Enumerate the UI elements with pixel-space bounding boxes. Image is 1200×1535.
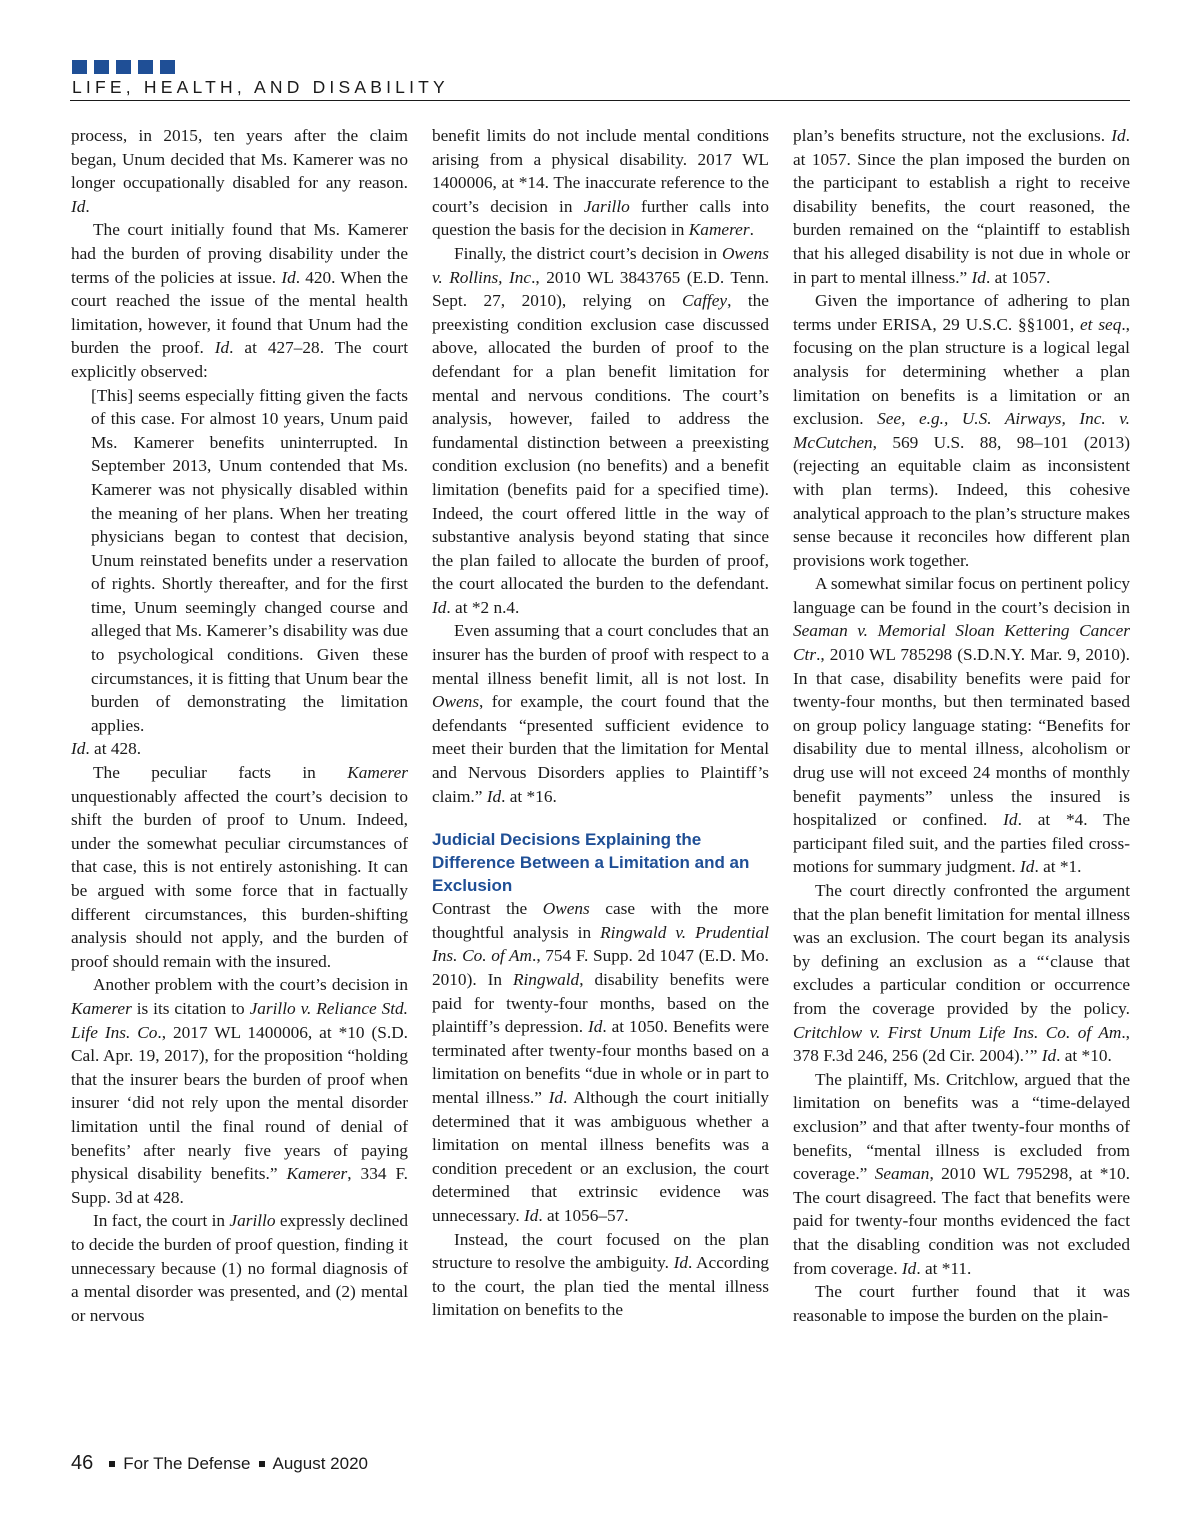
paragraph: Even assuming that a court concludes that an insurer has the burden of proof with respect to a mental illness benefit limit, all is not lost. In Owens, for example, the court found that the defendants “presented sufficient evidence to meet their burden that the limitation for Mental and Nervous Disorders applies to Plaintiff’s claim.” Id. at *16. bbox=[432, 621, 769, 806]
paragraph: Finally, the district court’s decision in Owens v. Rollins, Inc., 2010 WL 3843765 (E.D. Tenn. Sept. 27, 2010), relying on Caffey, the preexisting condition exclusion case discussed above, allocated the burden of proof to the defendant for a plan benefit limitation for mental and nervous conditions. The court’s analysis, however, failed to address the fundamental distinction between a preexisting condition exclusion (no benefits) and a benefit limitation (benefits paid for a specified time). Indeed, the court offered little in the way of substantive analysis beyond stating that since the plan failed to allocate the burden of proof, the court allocated the burden to the defendant. Id. at *2 n.4. bbox=[432, 243, 769, 617]
paragraph: The peculiar facts in Kamerer unquestionably affected the court’s decision to shift the burden of proof to Unum. Indeed, under the somewhat peculiar circumstances of that case, this is not entirely astonishing. It can be argued with some force that in factually different circumstances, this burden-shifting analysis should not apply, and the burden of proof should remain with the insured. bbox=[71, 763, 408, 971]
paragraph: plan’s benefits structure, not the exclusions. Id. at 1057. Since the plan imposed the burden on the participant to establish a right to receive disability benefits, the court reasoned, the burden remained on the “plaintiff to establish that his alleged disability is not due in whole or in part to mental illness.” Id. at 1057. bbox=[793, 126, 1130, 287]
paragraph: The plaintiff, Ms. Critchlow, argued that the limitation on benefits was a “time-delayed exclusion” and that after twenty-four months of benefits, “mental illness is excluded from coverage.” Seaman, 2010 WL 795298, at *10. The court disagreed. The fact that benefits were paid for twenty-four months evidenced the fact that the disabling condition was not excluded from coverage. Id. at *11. bbox=[793, 1069, 1131, 1278]
column-2 bbox=[432, 124, 769, 1322]
header-squares-decoration bbox=[72, 60, 175, 74]
header-rule bbox=[70, 100, 1130, 101]
paragraph: process, in 2015, ten years after the claim began, Unum decided that Ms. Kamerer was no longer occupationally disabled for any reason. Id. bbox=[71, 126, 408, 216]
page-footer bbox=[71, 1452, 368, 1475]
block-quote: [This] seems especially fitting given the facts of this case. For almost 10 years, Unum paid Ms. Kamerer benefits uninterrupted. In September 2013, Unum contended that Ms. Kamerer was not physically disabled within the meaning of her plans. When her treating physicians began to contest that decision, Unum reinstated benefits under a reservation of rights. Shortly thereafter, and for the first time, Unum seemingly changed course and alleged that Ms. Kamerer’s disability was due to psychological conditions. Given these circumstances, it is fitting that Unum bear the burden of demonstrating the limitation applies. bbox=[91, 385, 408, 735]
column-3 bbox=[793, 124, 1130, 1327]
paragraph: The court further found that it was reasonable to impose the burden on the plain- bbox=[793, 1282, 1130, 1325]
page-number: 46 bbox=[71, 1452, 94, 1474]
footer-bullet bbox=[109, 1461, 115, 1467]
paragraph: Given the importance of adhering to plan terms under ERISA, 29 U.S.C. §§1001, et seq., focusing on the plan structure is a logical legal analysis for determining whether a plan limitation on benefits is a limitation or an exclusion. See, e.g., U.S. Airways, Inc. v. McCutchen, 569 U.S. 88, 98–101 (2013) (rejecting an equitable claim as inconsistent with plan terms). Indeed, this cohesive analytical approach to the plan’s structure makes sense because it reconciles how different plan provisions work together. bbox=[793, 291, 1131, 570]
paragraph: In fact, the court in Jarillo expressly declined to decide the burden of proof question, finding it unnecessary because (1) no formal diagnosis of a mental disorder was presented, and (2) mental or nervous bbox=[71, 1211, 408, 1325]
paragraph: The court initially found that Ms. Kamerer had the burden of proving disability under the terms of the policies at issue. Id. 420. When the court reached the issue of the mental health limitation, however, it found that Unum had the burden the proof. Id. at 427–28. The court explicitly observed: bbox=[71, 220, 408, 381]
paragraph: Contrast the Owens case with the more thoughtful analysis in Ringwald v. Prudential Ins. Co. of Am., 754 F. Supp. 2d 1047 (E.D. Mo. 2010). In Ringwald, disability benefits were paid for twenty-four months, based on the plaintiff’s depression. Id. at 1050. Benefits were terminated after twenty-four months based on a limitation on benefits “due in whole or in part to mental illness.” Id. Although the court initially determined that it was ambiguous whether a limitation on mental illness benefits was a condition precedent or an exclusion, the court determined that extrinsic evidence was unnecessary. Id. at 1056–57. bbox=[432, 899, 769, 1225]
paragraph: The court directly confronted the argument that the plan benefit limitation for mental illness was an exclusion. The court began its analysis by defining an exclusion as a “‘clause that excludes a particular condition or occurrence from the coverage provided by the policy. Critchlow v. First Unum Life Ins. Co. of Am., 378 F.3d 246, 256 (2d Cir. 2004).’” Id. at *10. bbox=[793, 881, 1130, 1066]
issue-date: August 2020 bbox=[272, 1453, 368, 1473]
section-heading: Judicial Decisions Explaining the Difference Between a Limitation and an Exclusion bbox=[432, 830, 750, 896]
publication-name: For The Defense bbox=[123, 1453, 251, 1473]
paragraph: Another problem with the court’s decision in Kamerer is its citation to Jarillo v. Reliance Std. Life Ins. Co., 2017 WL 1400006, at *10 (S.D. Cal. Apr. 19, 2017), for the proposition “holding that the insurer bears the burden of proof when insurer ‘did not rely upon the mental disorder limitation until the final round of denial of benefits’ after nearly five years of paying physical disability benefits.” Kamerer, 334 F. Supp. 3d at 428. bbox=[71, 975, 408, 1207]
section-label: LIFE, HEALTH, AND DISABILITY bbox=[72, 77, 449, 97]
column-1 bbox=[71, 124, 408, 1327]
quote-citation: Id. at 428. bbox=[71, 739, 142, 759]
paragraph: A somewhat similar focus on pertinent policy language can be found in the court’s decision in Seaman v. Memorial Sloan Kettering Cancer Ctr., 2010 WL 785298 (S.D.N.Y. Mar. 9, 2010). In that case, disability benefits were paid for twenty-four months, but then terminated based on group policy language stating: “Benefits for disability due to mental illness, alcoholism or drug use will not exceed 24 months of monthly benefit payments” unless the insured is hospitalized or confined. Id. at *4. The participant filed suit, and the parties filed cross-motions for summary judgment. Id. at *1. bbox=[793, 574, 1130, 877]
paragraph: benefit limits do not include mental conditions arising from a physical disability. 2017 WL 1400006, at *14. The inaccurate reference to the court’s decision in Jarillo further calls into question the basis for the decision in Kamerer. bbox=[432, 126, 769, 240]
paragraph: Instead, the court focused on the plan structure to resolve the ambiguity. Id. According to the court, the plan tied the mental illness limitation on benefits to the bbox=[432, 1229, 769, 1320]
footer-bullet bbox=[259, 1461, 265, 1467]
